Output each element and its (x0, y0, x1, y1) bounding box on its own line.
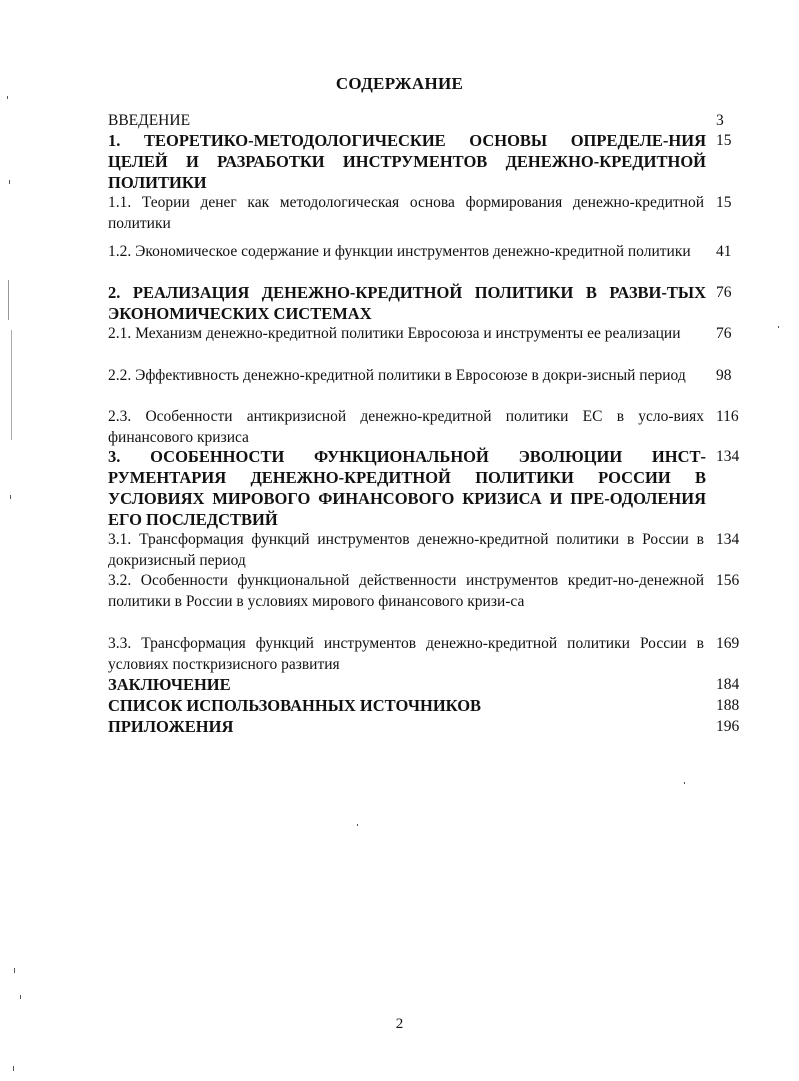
toc-entry-page: 116 (716, 408, 739, 425)
toc-entry-page: 134 (716, 448, 740, 465)
toc-entry-page: 76 (716, 325, 732, 342)
toc-entry-page: 188 (716, 697, 740, 714)
toc-entry-text: 3.3. Трансформация функций инструментов денежно-кредитной политики России в условиях посткризисного развития (108, 635, 704, 673)
toc-entry-text: 1. ТЕОРЕТИКО-МЕТОДОЛОГИЧЕСКИЕ ОСНОВЫ ОПРЕДЕЛЕ-НИЯ ЦЕЛЕЙ И РАЗРАБОТКИ ИНСТРУМЕНТОВ ДЕНЕЖНО-КРЕДИТНОЙ ПОЛИТИКИ (108, 131, 706, 192)
toc-entry-text: 2.1. Механизм денежно-кредитной политики Евросоюза и инструменты ее реализации (108, 325, 681, 342)
scan-speck (684, 782, 685, 784)
toc-entry-text: 3.1. Трансформация функций инструментов денежно-кредитной политики в России в докризисный период (108, 531, 704, 569)
scan-speck (8, 280, 9, 320)
scan-speck (13, 1066, 14, 1071)
toc-entry-page: 76 (716, 284, 732, 301)
toc-entry-text: 2.3. Особенности антикризисной денежно-кредитной политики ЕС в усло-виях финансового кризиса (108, 408, 704, 446)
scan-speck (7, 96, 8, 99)
scan-speck (357, 824, 358, 826)
toc-entry-page: 196 (716, 718, 740, 735)
scan-speck (11, 330, 12, 440)
toc-entry-page: 15 (716, 132, 732, 149)
toc-entry-text: ЗАКЛЮЧЕНИЕ (108, 675, 231, 694)
scan-speck (778, 326, 779, 328)
page-title: СОДЕРЖАНИЕ (335, 74, 464, 93)
scan-speck (20, 995, 21, 999)
toc-entry-text: 2. РЕАЛИЗАЦИЯ ДЕНЕЖНО-КРЕДИТНОЙ ПОЛИТИКИ В РАЗВИ-ТЫХ ЭКОНОМИЧЕСКИХ СИСТЕМАХ (108, 283, 706, 323)
toc-entry-text: 1.2. Экономическое содержание и функции инструментов денежно-кредитной политики (108, 243, 691, 260)
toc-entry-text: 1.1. Теории денег как методологическая основа формирования денежно-кредитной политики (108, 194, 704, 232)
toc-entry-text: 3. ОСОБЕННОСТИ ФУНКЦИОНАЛЬНОЙ ЭВОЛЮЦИИ ИНСТ-РУМЕНТАРИЯ ДЕНЕЖНО-КРЕДИТНОЙ ПОЛИТИКИ РОССИИ В УСЛОВИЯХ МИРОВОГО ФИНАНСОВОГО КРИЗИСА И ПРЕ-ОДОЛЕНИЯ ЕГО ПОСЛЕДСТВИЙ (108, 447, 706, 529)
page-number: 2 (395, 1016, 404, 1032)
toc-entry-text: СПИСОК ИСПОЛЬЗОВАННЫХ ИСТОЧНИКОВ (108, 696, 482, 715)
toc-entry-text: ПРИЛОЖЕНИЯ (108, 717, 234, 736)
toc-entry-page: 15 (716, 194, 732, 211)
toc-entry-page: 98 (716, 367, 732, 384)
toc-entry-page: 184 (716, 676, 740, 693)
toc-entry-page: 156 (716, 572, 740, 589)
toc-entry-page: 134 (716, 531, 740, 548)
toc-entry-text: 2.2. Эффективность денежно-кредитной политики в Евросоюзе в докри-зисный период (108, 367, 686, 384)
toc-entry-page: 41 (716, 243, 732, 260)
toc-entry-page: 3 (716, 112, 724, 129)
scan-speck (14, 968, 15, 973)
toc-entry-text: 3.2. Особенности функциональной действенности инструментов кредит-но-денежной политики в России в условиях мирового финансового кризи-са (108, 572, 704, 610)
scan-speck (10, 495, 11, 499)
scan-speck (9, 180, 10, 184)
toc-entry-text: ВВЕДЕНИЕ (108, 112, 191, 129)
toc-entry-page: 169 (716, 635, 740, 652)
